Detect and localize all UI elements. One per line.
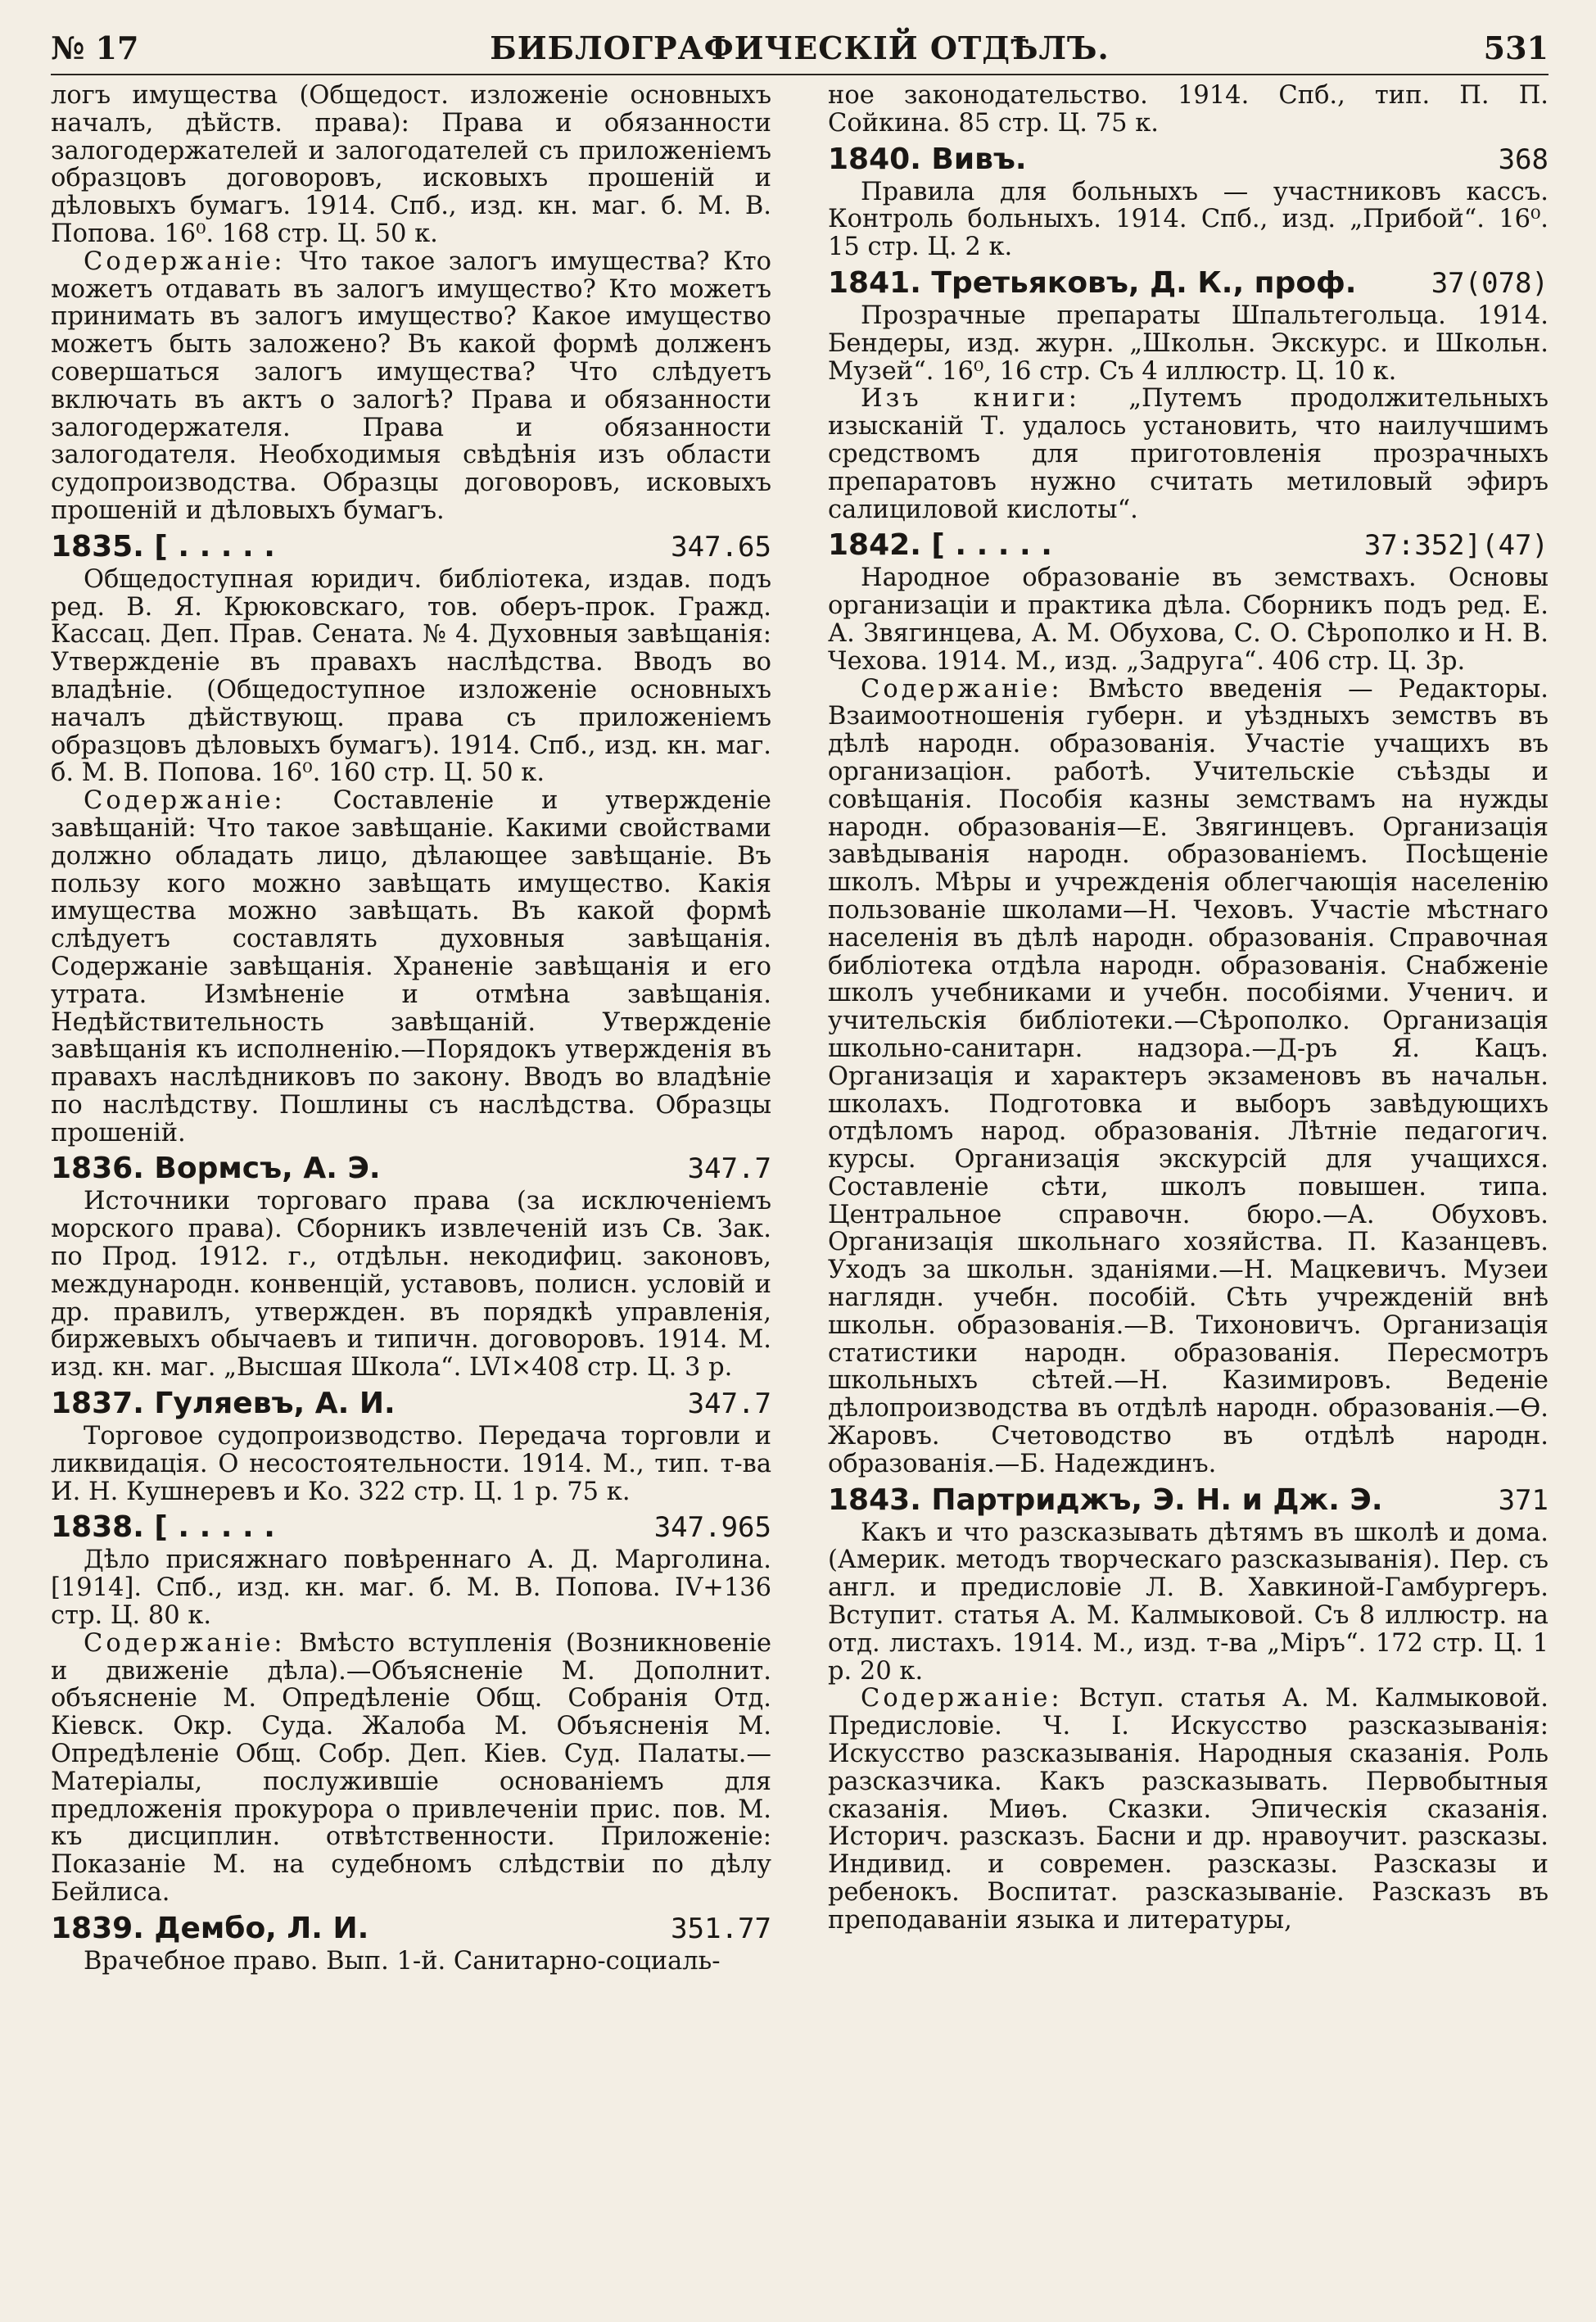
entry-1835-heading (51, 528, 771, 566)
contents-label: Содержанiе: (84, 247, 286, 276)
contents-text: Что такое залогъ имущества? Кто можетъ отдавать въ залогъ имущество? Кто можетъ принимать въ залогъ имущество? Какое имущество можетъ быть заложено? Въ какой формѣ долженъ совершаться залогъ имущества? Что слѣдуетъ включать въ актъ о залогѣ? Права и обязанности залогодержателя. Права и обязанности залогодателя. Необходимыя свѣдѣнiя изъ области судопроизводства. Образцы договоровъ, исковыхъ прошенiй и дѣловыхъ бумагъ. (51, 247, 771, 525)
entry-1842-contents (828, 676, 1549, 1478)
contents-text: Составленiе и утвержденiе завѣщанiй: Что такое завѣщанiе. Какими свойствами должно обладать лицо, дѣлающее завѣщанiе. Въ пользу кого можно завѣщать имущество. Какiя имущества можно завѣщать. Въ какой формѣ слѣдуетъ составлять духовныя завѣщанiя. Содержанiе завѣщанiя. Храненiе завѣщанiя и его утрата. Измѣненiе и отмѣна завѣщанiя. Недѣйствительность завѣщанiй. Утвержденiе завѣщанiя къ исполненiю.—Порядокъ утвержденiя въ правахъ наслѣдниковъ по закону. Вводъ во владѣнiе по наслѣдству. Пошлины съ наслѣдства. Образцы прошенiй. (51, 786, 771, 1147)
entry-1841-excerpt (828, 385, 1549, 523)
entry-1839-description: Врачебное право. Вып. 1-й. Санитарно-социаль- (84, 1946, 721, 1976)
entry-1838-contents (51, 1630, 771, 1907)
entry-1837-heading (51, 1385, 771, 1423)
continued-entry-text: логъ имущества (Общедост. изложенiе основныхъ началъ, дѣйств. права): Права и обязанности залогодержателей и залогодателей съ приложенiемъ образцовъ договоровъ, исковыхъ прошенiй и дѣловыхъ бумагъ. 1914. Спб., изд. кн. маг. б. М. В. Попова. 16⁰. 168 стр. Ц. 50 к. (51, 81, 771, 248)
continued-entry-text: ное законодательство. 1914. Спб., тип. П. П. Сойкина. 85 стр. Ц. 75 к. (828, 81, 1549, 138)
entry-1836-description: Источники торговаго права (за исключенiемъ морского права). Сборникъ извлеченiй изъ Св. Зак. по Прод. 1912. г., отдѣльн. некодифиц. законовъ, международн. конвенцiй, уставовъ, полисн. условiй и др. правилъ, утвержден. въ порядкѣ управленiя, биржевыхъ обычаевъ и типичн. договоровъ. 1914. М. изд. кн. маг. „Высшая Школа“. LVI×408 стр. Ц. 3 р. (51, 1187, 771, 1383)
entry-number: 1837. Гуляевъ, А. И. (51, 1387, 396, 1421)
entry-1841-description: Прозрачные препараты Шпальтегольца. 1914. Бендеры, изд. журн. „Школьн. Экскурс. и Школьн. Музей“. 16⁰, 16 стр. Съ 4 иллюстр. Ц. 10 к. (828, 301, 1549, 386)
entry-1837-description: Торговое судопроизводство. Передача торговли и ликвидацiя. О несостоятельности. 1914. М., тип. т-ва И. Н. Кушнеревъ и Ко. 322 стр. Ц. 1 р. 75 к. (51, 1422, 771, 1506)
continued-entry-contents (51, 248, 771, 525)
udc-code: 347.7 (687, 1152, 771, 1186)
entry-1843-heading (828, 1482, 1549, 1519)
udc-code: 347.965 (653, 1511, 771, 1545)
entry-number: 1843. Партриджъ, Э. Н. и Дж. Э. (828, 1482, 1383, 1517)
two-column-body (51, 82, 1549, 1976)
entry-number: 1840. Вивъ. (828, 142, 1027, 176)
contents-label: Содержанiе: (84, 1628, 286, 1658)
excerpt-label: Изъ книги: (861, 384, 1081, 414)
section-title: БИБЛОГРАФИЧЕСКІЙ ОТДѢЛЪ. (490, 29, 1110, 66)
left-column (51, 82, 771, 1976)
contents-text: Вмѣсто вступленiя (Возникновенiе и движенiе дѣла).—Объясненiе М. Дополнит. объясненiе М. Опредѣленiе Общ. Собранiя Отд. Кiевск. Окр. Суда. Жалоба М. Объясненiя М. Опредѣленiе Общ. Собр. Деп. Кiев. Суд. Палаты.—Матерiалы, послужившiе основанiемъ для предложенiя прокурора о привлеченiи прис. пов. М. къ дисциплин. отвѣтственности. Приложенiе: Показанiе М. на судебномъ слѣдствiи по дѣлу Бейлиса. (51, 1628, 771, 1908)
page-header (51, 23, 1549, 69)
contents-text: Вмѣсто введенiя — Редакторы. Взаимоотношенiя губерн. и уѣздныхъ земствъ въ дѣлѣ народн. образованiя. Участiе учащихъ въ организацiон. работѣ. Учительскiе съѣзды и совѣщанiя. Пособiя казны земствамъ на нужды народн. образованiя—Е. Звягинцевъ. Организацiя завѣдыванiя народн. образованiемъ. Посѣщенiе школъ. Мѣры и учрежденiя облегчающiя населенiю пользованiе школами—Н. Чеховъ. Участiе мѣстнаго населенiя въ дѣлѣ народн. образованiя. Справочная библiотека отдѣла народн. образованiя. Снабженiе школъ учебниками и учебн. пособiями. Ученич. и учительскiя библiотеки.—Сѣрополко. Организацiя школьно-санитарн. надзора.—Д-ръ Я. Кацъ. Организацiя и характеръ экзаменовъ въ начальн. школахъ. Подготовка и выборъ завѣдующихъ отдѣломъ народ. образованiя. Лѣтнiе педагогич. курсы. Организацiя экскурсiй для учащихся. Составленiе сѣти, школъ повышен. типа. Центральное справочн. бюро.—А. Обуховъ. Организацiя школьнаго хозяйства. П. Казанцевъ. Уходъ за школьн. зданiями.—Н. Мацкевичъ. Музеи наглядн. учебн. пособiй. Сѣть учрежденiй внѣ школьн. образованiя.—В. Тихоновичъ. Организацiя статистики народн. образованiя. Пересмотръ школьныхъ сѣтей.—Н. Казимировъ. Веденiе дѣлопроизводства въ отдѣлѣ народн. образованiя.—Ѳ. Жаровъ. Счетоводство въ отдѣлѣ народн. образованiя.—Б. Надеждинъ. (828, 674, 1549, 1478)
entry-1838-description: Дѣло присяжнаго повѣреннаго А. Д. Марголина. [1914]. Спб., изд. кн. маг. б. М. В. Попова. IV+136 стр. Ц. 80 к. (51, 1546, 771, 1631)
contents-label: Содержанiе: (861, 674, 1063, 704)
entry-1843-contents (828, 1685, 1549, 1934)
issue-number: № 17 (51, 29, 139, 66)
header-rule (51, 74, 1549, 75)
udc-code: 347.65 (671, 530, 771, 564)
entry-1842-heading (828, 527, 1549, 564)
udc-code: 37:352](47) (1363, 529, 1549, 563)
udc-code: 37(078) (1431, 266, 1549, 300)
entry-number: 1842. [ . . . . . (828, 528, 1052, 563)
contents-label: Содержанiе: (861, 1684, 1063, 1713)
entry-1835-contents (51, 787, 771, 1147)
excerpt-text: „Путемъ продолжительныхъ изысканiй Т. удалось установить, что наилучшимъ средствомъ для приготовленiя прозрачныхъ препаратовъ нужно считать метиловый эфиръ салициловой кислоты“. (828, 384, 1549, 524)
entry-1842-description: Народное образованiе въ земствахъ. Основы организацiи и практика дѣла. Сборникъ подъ ред. Е. А. Звягинцева, А. М. Обухова, С. О. Сѣрополко и Н. В. Чехова. 1914. М., изд. „Задруга“. 406 стр. Ц. 3р. (828, 564, 1549, 676)
udc-code: 368 (1498, 143, 1549, 176)
entry-number: 1838. [ . . . . . (51, 1510, 275, 1545)
entry-number: 1835. [ . . . . . (51, 529, 275, 564)
contents-label: Содержанiе: (84, 786, 286, 816)
udc-code: 351.77 (671, 1912, 771, 1945)
contents-text: Вступ. статья А. М. Калмыковой. Предисловiе. Ч. I. Искусство разсказыванiя: Искусство разсказыванiя. Народныя сказанiя. Роль разсказчика. Какъ разсказывать. Первобытныя сказанiя. Миѳъ. Сказки. Эпическiя сказанiя. Историч. разсказъ. Басни и др. нравоучит. разсказы. Индивид. и современ. разсказы. Разсказы и ребенокъ. Воспитат. разсказыванiе. Разсказъ въ преподаванiи языка и литературы, (828, 1684, 1549, 1935)
entry-1836-heading (51, 1150, 771, 1188)
right-column (828, 82, 1549, 1976)
entry-1835-description: Общедоступная юридич. библiотека, издав. подъ ред. В. Я. Крюковскаго, тов. оберъ-прок. Гражд. Кассац. Деп. Прав. Сената. № 4. Духовныя завѣщанiя: Утвержденiе въ правахъ наслѣдства. Вводъ во владѣнiе. (Общедоступное изложенiе основныхъ началъ дѣйствующ. права съ приложенiемъ образцовъ дѣловыхъ бумагъ). 1914. Спб., изд. кн. маг. б. М. В. Попова. 16⁰. 160 стр. Ц. 50 к. (51, 564, 771, 788)
entry-1840-heading (828, 141, 1549, 179)
udc-code: 347.7 (687, 1387, 771, 1421)
entry-1838-heading (51, 1509, 771, 1546)
entry-number: 1839. Дембо, Л. И. (51, 1911, 369, 1945)
udc-code: 371 (1498, 1483, 1549, 1517)
entry-1841-heading (828, 265, 1549, 302)
entry-number: 1841. Третьяковъ, Д. К., проф. (828, 265, 1357, 300)
entry-1840-description: Правила для больныхъ — участниковъ кассъ. Контроль больныхъ. 1914. Спб., изд. „Прибой“. 16⁰. 15 стр. Ц. 2 к. (828, 177, 1549, 262)
entry-1843-description: Какъ и что разсказывать дѣтямъ въ школѣ и дома. (Америк. методъ творческаго разсказыванiя). Пер. съ англ. и предисловiе Л. В. Хавкиной-Гамбургеръ. Вступит. статья А. М. Калмыковой. Съ 8 иллюстр. на отд. листахъ. 1914. М., изд. т-ва „Мiръ“. 172 стр. Ц. 1 р. 20 к. (828, 1518, 1549, 1686)
entry-1839-heading (51, 1910, 771, 1948)
entry-number: 1836. Вормсъ, А. Э. (51, 1152, 381, 1186)
page-number: 531 (1483, 29, 1549, 66)
